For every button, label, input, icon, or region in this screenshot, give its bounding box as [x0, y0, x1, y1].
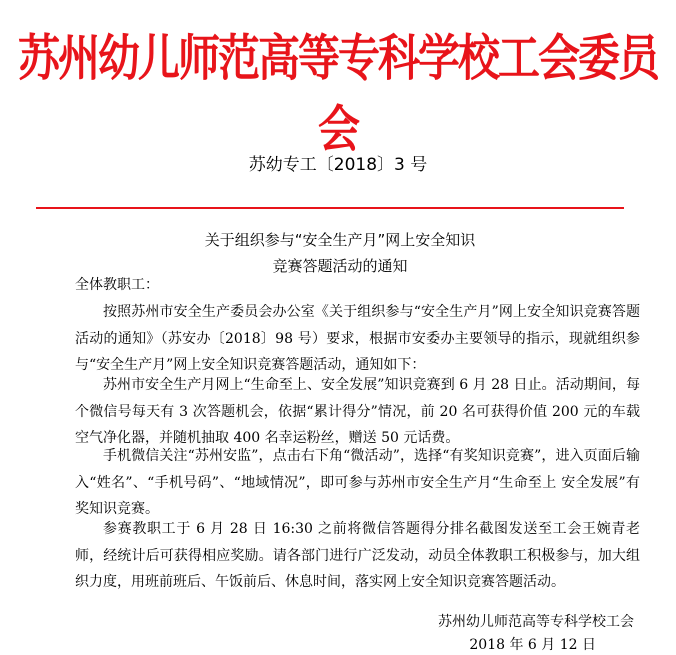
red-divider	[36, 207, 624, 209]
notice-title-line1: 关于组织参与“安全生产月”网上安全知识	[204, 231, 476, 249]
paragraph-1: 按照苏州市安全生产委员会办公室《关于组织参与“安全生产月”网上安全知识竞赛答题活动的通知》（苏安办〔2018〕98 号）要求，根据市安委办主要领导的指示，现就组织参与“安全生产月”网上安全知识竞赛答题活动，通知如下：	[75, 304, 640, 373]
organization-header: 苏州幼儿师范高等专科学校工会委员会	[17, 29, 658, 158]
greeting: 全体教职工：	[75, 277, 159, 293]
document-number: 苏幼专工〔2018〕3 号	[248, 155, 428, 175]
notice-title-line2: 竞赛答题活动的通知	[272, 257, 408, 275]
signature-organization: 苏州幼儿师范高等专科学校工会	[438, 614, 634, 630]
paragraph-3: 手机微信关注“苏州安监”，点击右下角“微活动”，选择“有奖知识竞赛”，进入页面后输入“姓名”、“手机号码”、“地域情况”，即可参与苏州市安全生产月“生命至上 安全发展”有奖知识竞赛。	[75, 448, 640, 517]
paragraph-4: 参赛教职工于 6 月 28 日 16:30 之前将微信答题得分排名截图发送至工会王婉青老师，经统计后可获得相应奖励。请各部门进行广泛发动，动员全体教职工积极参与，加大组织力度，用班前班后、午饭前后、休息时间，落实网上安全知识竞赛答题活动。	[75, 521, 640, 590]
signature-date: 2018 年 6 月 12 日	[469, 637, 596, 653]
paragraph-2: 苏州市安全生产月网上“生命至上、安全发展”知识竞赛到 6 月 28 日止。活动期间，每个微信号每天有 3 次答题机会，依据“累计得分”情况，前 20 名可获得价值 200 元的车载空气净化器，并随机抽取 400 名幸运粉丝，赠送 50 元话费。	[75, 377, 640, 446]
